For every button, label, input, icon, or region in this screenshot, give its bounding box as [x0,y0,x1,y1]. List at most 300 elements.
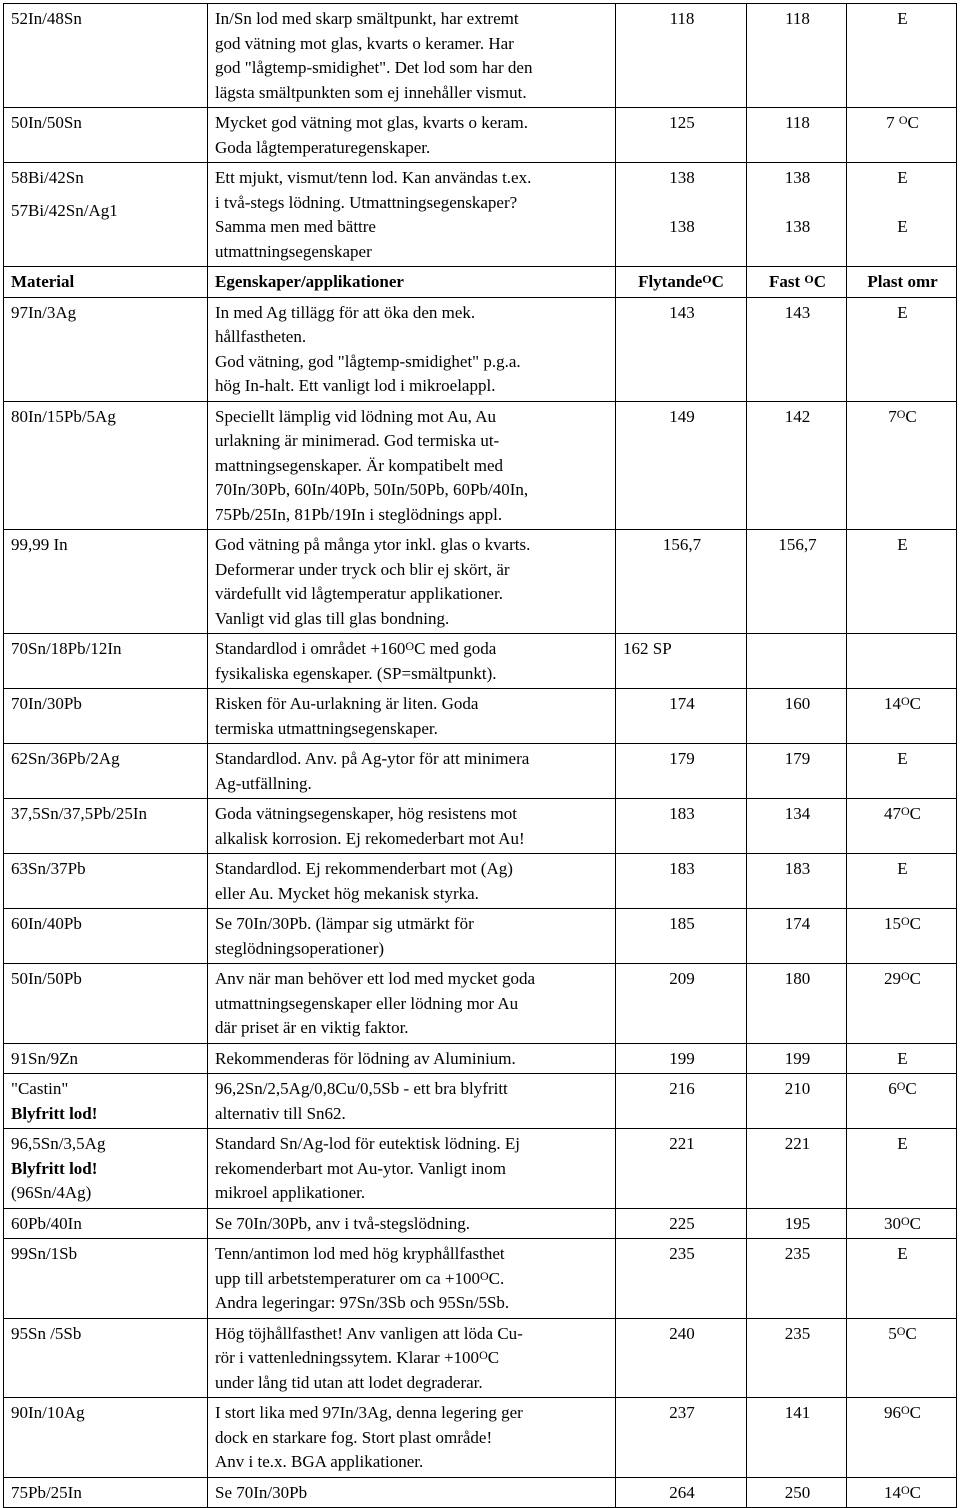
solidus-value: 221 [784,1134,811,1153]
liquidus-value: 179 [669,749,695,768]
liquidus-cell [616,1398,747,1478]
degree-symbol: O [900,804,910,818]
material-cell [4,1477,208,1508]
description-line: i två-stegs lödning. Utmattningsegenskaper? [215,192,518,212]
material-cell [4,634,208,689]
degree-symbol: O [900,914,910,928]
solidus-cell [747,744,847,799]
description-cell [208,297,616,401]
description-line [215,374,610,399]
description-line [215,1450,610,1475]
degree-symbol: O [896,1323,906,1338]
degree-symbol: O [804,272,814,286]
description-line [215,1212,610,1237]
solidus-cell [747,1239,847,1319]
description-text: Andra legeringar: 97Sn/3Sb och 95Sn/5Sb. [215,1293,510,1312]
description-cell [208,799,616,854]
description-cell [208,689,616,744]
plastic-range-value: E [897,1048,908,1068]
solder-alloy-table [3,3,957,1508]
table-row [4,1074,957,1129]
unit: C [711,272,724,291]
table-row [4,1477,957,1508]
liquidus-value: 221 [669,1134,695,1153]
description-cell [208,1129,616,1209]
material-name: 95Sn /5Sb [11,1323,82,1343]
description-line [215,582,610,607]
description-line [215,1077,610,1102]
description-text: Tenn/antimon lod med hög kryphållfasthet [215,1244,505,1263]
description-text: rör i vattenledningssytem. Klarar +100 [215,1348,480,1367]
solidus-cell [747,108,847,163]
plastic-range-value: 29 [883,969,901,988]
header-material [4,267,208,298]
description-text: mattningsegenskaper. Är kompatibelt med [215,455,503,475]
description-text: hållfastheten. [215,327,307,346]
plastic-range-value: 96 [883,1403,901,1422]
description-cell [208,163,616,267]
degree-symbol: O [900,694,910,708]
description-line [215,937,610,962]
header-liquidus-label: Flytande [638,272,703,291]
table-row [4,854,957,909]
description-text: steglödningsoperationer) [215,938,385,958]
description-text: Se 70In/30Pb. (lämpar sig utmärkt för [215,914,474,933]
liquidus-cell [616,744,747,799]
description-cell [208,1398,616,1478]
description-line [215,533,610,558]
plastic-range-value: E [897,302,908,322]
plastic-range-value: E [897,1244,908,1263]
plastic-range-value: E [897,859,908,878]
liquidus-cell [616,1208,747,1239]
solidus-value: 183 [784,859,811,878]
plastic-range-cell [847,1318,957,1398]
description-line [215,692,610,717]
unit: C [813,272,827,291]
description-line [215,1016,610,1041]
description-cell [208,1318,616,1398]
plastic-range-value: 14 [883,694,901,713]
solidus-cell [747,1398,847,1478]
plastic-range-cell [847,1398,957,1478]
table-row [4,744,957,799]
description-line [215,857,610,882]
solidus-value: 250 [784,1482,811,1502]
description-line: utmattningsegenskaper [215,241,372,261]
description-line [215,478,610,503]
liquidus-cell [616,799,747,854]
description-line: Samma men med bättre [215,217,376,236]
unit: C [909,1482,921,1502]
description-text: Standardlod. Ej rekommenderbart mot (Ag) [215,859,513,878]
material-cell [4,1398,208,1478]
plastic-range-value: 47 [883,804,901,823]
description-cell [208,909,616,964]
description-line [215,802,610,827]
description-text: Goda vätningsegenskaper, hög resistens mot [215,804,517,823]
unit: C [909,804,921,823]
material-name: 91Sn/9Zn [11,1048,79,1068]
liquidus-cell-value: 125 [669,113,695,132]
liquidus-value: 149 [669,406,695,426]
plastic-range-cell [847,799,957,854]
description-text: alternativ till Sn62. [215,1103,346,1123]
degree-symbol: O [898,113,908,127]
liquidus-cell [616,1239,747,1319]
material-cell [4,1239,208,1319]
liquidus-cell [616,689,747,744]
liquidus-cell [616,854,747,909]
table-row [4,297,957,401]
solidus-value: 179 [784,749,811,768]
unit: C [909,1403,921,1422]
liquidus-value: 216 [669,1079,695,1098]
description-text: 70In/30Pb, 60In/40Pb, 50In/50Pb, 60Pb/40In, [215,480,529,499]
description-line [215,1102,610,1127]
plastic-range-value: 5 [888,1323,897,1343]
plastic-range-cell [847,909,957,964]
description-line [215,1267,610,1292]
plastic-range-value: E [897,1134,908,1153]
description-text: Deformerar under tryck och blir ej skört, är [215,559,510,579]
description-line [215,992,610,1017]
description-text: dock en starkare fog. Stort plast område! [215,1427,493,1447]
table-row [4,530,957,634]
description-text: Rekommenderas för lödning av Aluminium. [215,1048,516,1068]
description-text: urlakning är minimerad. God termiska ut- [215,431,500,450]
liquidus-cell [616,530,747,634]
description-line [215,662,610,687]
liquidus-value: 174 [669,694,695,713]
spacer [11,191,202,199]
description-line [215,882,610,907]
header-plastic-label: Plast omr [867,272,938,291]
header-properties-label: Egenskaper/applikationer [215,272,404,291]
description-line: god "lågtemp-smidighet". Det lod som har den [215,58,533,77]
header-liquidus [616,267,747,298]
plastic-range-value: E [897,535,908,554]
description-suffix: C med goda [414,639,497,658]
description-text: där priset är en viktig faktor. [215,1018,409,1037]
description-line: god vätning mot glas, kvarts o keramer. Har [215,33,514,53]
degree-symbol: O [896,406,906,421]
solidus-value: 235 [784,1244,811,1263]
description-suffix: C. [488,1268,505,1288]
material-name: 97In/3Ag [11,302,77,322]
solidus-cell [747,909,847,964]
table-row [4,1398,957,1478]
plastic-range-cell [847,163,957,267]
plastic-range-value: 15 [883,914,901,933]
description-line [215,558,610,583]
material-name: 62Sn/36Pb/2Ag [11,749,120,768]
material-name: 90In/10Ag [11,1403,85,1422]
material-cell [4,297,208,401]
liquidus-cell-value: 138 [669,216,695,236]
material-cell [4,744,208,799]
description-line [215,637,610,662]
solidus-cell [747,689,847,744]
solidus-cell [747,634,847,689]
liquidus-value: 225 [669,1213,695,1233]
plastic-range-value: 6 [888,1079,897,1098]
plastic-range-value: 30 [883,1213,901,1233]
table-row [4,1318,957,1398]
liquidus-cell [616,1129,747,1209]
description-suffix: C [487,1348,500,1367]
description-text: Standard Sn/Ag-lod för eutektisk lödning. Ej [215,1134,521,1153]
spacer [754,191,841,215]
table-row [4,634,957,689]
description-line [215,607,610,632]
solidus-value: 174 [784,914,811,933]
material-cell [4,854,208,909]
description-cell [208,744,616,799]
solidus-cell [747,4,847,108]
material-name: 70In/30Pb [11,694,82,713]
header-properties [208,267,616,298]
material-name: 57Bi/42Sn/Ag1 [11,200,118,220]
degree-symbol: O [900,969,910,983]
liquidus-value: 235 [669,1244,695,1263]
material-name: "Castin" [11,1079,69,1098]
liquidus-value: 183 [669,804,695,823]
description-text: Se 70In/30Pb [215,1482,308,1502]
table-row [4,799,957,854]
material-name: 96,5Sn/3,5Ag [11,1134,106,1153]
description-text: under lång tid utan att lodet degraderar. [215,1372,483,1392]
table-row [4,909,957,964]
liquidus-cell [616,163,747,267]
description-line: Mycket god vätning mot glas, kvarts o keram. [215,113,529,132]
unit: C [905,1079,917,1098]
solidus-cell [747,530,847,634]
lead-free-label: Blyfritt lod! [11,1158,98,1178]
liquidus-cell [616,297,747,401]
unit: C [909,914,921,933]
solidus-value: 210 [784,1079,811,1098]
table-row [4,964,957,1044]
liquidus-cell [616,909,747,964]
description-line [215,1047,610,1072]
solidus-cell [747,1318,847,1398]
material-name: 60In/40Pb [11,914,82,933]
degree-symbol: O [896,1079,906,1093]
description-text: värdefullt vid lågtemperatur applikationer. [215,584,503,603]
degree-symbol: O [900,1213,910,1228]
liquidus-cell [616,1477,747,1508]
table-row [4,4,957,108]
unit: C [905,406,917,426]
liquidus-cell [616,108,747,163]
degree-symbol: O [405,639,415,653]
description-line [215,827,610,852]
material-name: 50In/50Pb [11,969,82,988]
liquidus-value: 183 [669,859,695,878]
description-cell [208,530,616,634]
plastic-range-value: E [897,749,908,768]
plastic-range-cell [847,530,957,634]
solidus-cell [747,1043,847,1074]
description-text: hög In-halt. Ett vanligt lod i mikroelappl. [215,376,496,395]
description-cell [208,4,616,108]
description-line: Goda lågtemperaturegenskaper. [215,137,431,157]
plastic-range-cell-value: 7 [886,113,895,132]
material-cell [4,1129,208,1209]
lead-free-label: Blyfritt lod! [11,1103,98,1123]
description-line [215,1132,610,1157]
plastic-range-cell-value: E [897,216,908,236]
solidus-value: 143 [784,302,811,322]
material-name: 63Sn/37Pb [11,859,86,878]
solidus-value: 199 [784,1048,811,1068]
solidus-value: 142 [784,406,811,426]
description-line [215,1481,610,1506]
solidus-cell [747,1074,847,1129]
liquidus-cell-value: 118 [669,9,695,28]
description-line: lägsta smältpunkten som ej innehåller vismut. [215,82,527,102]
description-text: Standardlod. Anv. på Ag-ytor för att minimera [215,749,530,768]
description-line [215,772,610,797]
table-row [4,1208,957,1239]
description-text: utmattningsegenskaper eller lödning mor Au [215,993,519,1013]
description-text: Anv när man behöver ett lod med mycket goda [215,969,536,988]
liquidus-value: 156,7 [662,535,702,554]
solidus-cell-value: 138 [784,168,811,187]
liquidus-value: 209 [669,969,695,988]
description-text: alkalisk korrosion. Ej rekomederbart mot Au! [215,828,525,848]
degree-symbol: O [900,1482,910,1497]
plastic-range-cell [847,297,957,401]
description-cell [208,1208,616,1239]
description-line [215,1242,610,1267]
material-name: 70Sn/18Pb/12In [11,639,122,658]
solidus-cell-value: 118 [785,113,810,132]
description-text: 96,2Sn/2,5Ag/0,8Cu/0,5Sb - ett bra blyfritt [215,1079,508,1098]
plastic-range-cell [847,1477,957,1508]
solidus-cell [747,401,847,530]
plastic-range-cell-value: E [897,9,908,28]
plastic-range-cell-value: E [897,168,908,187]
material-cell [4,4,208,108]
plastic-range-cell [847,1074,957,1129]
description-cell [208,401,616,530]
solidus-value: 180 [784,969,811,988]
description-cell [208,1074,616,1129]
description-text: fysikaliska egenskaper. (SP=smältpunkt). [215,663,497,683]
description-line [215,1401,610,1426]
description-line [215,1157,610,1182]
material-cell [4,909,208,964]
spacer [854,191,951,215]
plastic-range-cell [847,1129,957,1209]
spacer [623,191,741,215]
material-alias: (96Sn/4Ag) [11,1183,92,1202]
degree-symbol: O [479,1348,488,1362]
liquidus-cell [616,1043,747,1074]
description-line [215,1426,610,1451]
unit: C [905,1323,917,1343]
plastic-range-cell [847,854,957,909]
description-line: In/Sn lod med skarp smältpunkt, har extremt [215,9,519,28]
description-text: 75Pb/25In, 81Pb/19In i steglödnings appl. [215,504,503,524]
material-cell [4,1208,208,1239]
solidus-cell [747,1129,847,1209]
table-row [4,1239,957,1319]
description-text: upp till arbetstemperaturer om ca +100 [215,1268,480,1288]
solidus-cell-value: 118 [785,9,810,28]
plastic-range-cell [847,108,957,163]
description-line [215,1291,610,1316]
liquidus-cell [616,1318,747,1398]
liquidus-cell [616,634,747,689]
material-cell [4,1318,208,1398]
plastic-range-cell [847,1239,957,1319]
description-cell [208,1477,616,1508]
table-row [4,108,957,163]
plastic-range-value: 14 [883,1482,901,1502]
unit: C [909,694,921,713]
material-name: 80In/15Pb/5Ag [11,406,116,426]
description-line [215,301,610,326]
plastic-range-cell [847,4,957,108]
solidus-cell-value: 138 [784,216,811,236]
description-cell [208,964,616,1044]
material-name: 37,5Sn/37,5Pb/25In [11,804,148,823]
material-cell [4,1074,208,1129]
description-text: eller Au. Mycket hög mekanisk styrka. [215,883,479,903]
description-line [215,717,610,742]
material-cell [4,401,208,530]
table-row [4,1129,957,1209]
solidus-value: 195 [784,1213,811,1233]
description-line [215,503,610,528]
plastic-range-cell [847,1043,957,1074]
description-line: Ett mjukt, vismut/tenn lod. Kan användas t.ex. [215,168,532,187]
description-text: I stort lika med 97In/3Ag, denna legering ger [215,1403,523,1422]
material-cell [4,163,208,267]
description-line [215,967,610,992]
description-text: Standardlod i området +160 [215,639,406,658]
table-row [4,1043,957,1074]
material-name: 52In/48Sn [11,9,82,28]
description-line [215,1322,610,1347]
solidus-cell [747,163,847,267]
liquidus-value: 237 [669,1403,695,1422]
description-cell [208,1239,616,1319]
description-text: God vätning på många ytor inkl. glas o kvarts. [215,535,531,554]
table-row [4,163,957,267]
material-name: 99,99 In [11,535,68,554]
solidus-cell [747,297,847,401]
description-line [215,1371,610,1396]
material-cell [4,689,208,744]
solidus-value: 156,7 [778,535,817,554]
description-text: Ag-utfällning. [215,773,312,793]
description-line [215,429,610,454]
description-cell [208,108,616,163]
description-line [215,912,610,937]
material-cell [4,530,208,634]
liquidus-cell [616,964,747,1044]
liquidus-cell-value: 138 [669,168,695,187]
degree-symbol: O [702,272,712,286]
solidus-cell [747,799,847,854]
liquidus-value: 185 [669,914,695,933]
material-cell [4,1043,208,1074]
table-row [4,689,957,744]
